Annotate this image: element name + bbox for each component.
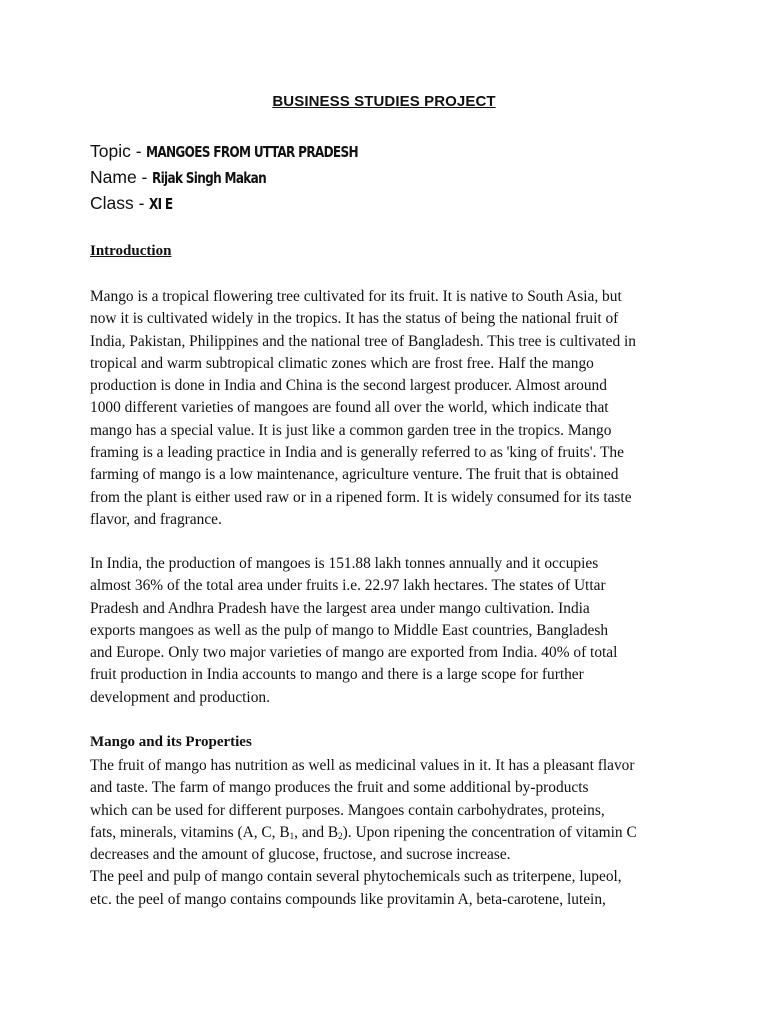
intro-paragraph-2 bbox=[90, 553, 680, 709]
paragraph-line: Pradesh and Andhra Pradesh have the largest area under mango cultivation. India bbox=[90, 599, 590, 617]
paragraph-line: exports mangoes as well as the pulp of mango to Middle East countries, Bangladesh bbox=[90, 621, 609, 639]
paragraph-line: framing is a leading practice in India and is generally referred to as 'king of fruits'. The bbox=[90, 444, 624, 462]
class-line bbox=[90, 193, 179, 214]
introduction-heading: Introduction bbox=[90, 243, 172, 259]
text-fragment: ). Upon ripening the concentration of vitamin C bbox=[342, 823, 637, 841]
paragraph-line: In India, the production of mangoes is 151.88 lakh tonnes annually and it occupies bbox=[90, 555, 599, 572]
text-fragment: fats, minerals, vitamins (A, C, B bbox=[90, 823, 290, 841]
paragraph-line: fruit production in India accounts to mango and there is a large scope for further bbox=[90, 666, 584, 684]
name-value: Rijak Singh Makan bbox=[152, 169, 267, 187]
properties-paragraph bbox=[90, 755, 680, 911]
name-line bbox=[90, 167, 298, 188]
paragraph-line: almost 36% of the total area under fruits i.e. 22.97 lakh hectares. The states of Uttar bbox=[90, 577, 606, 595]
paragraph-line: farming of mango is a low maintenance, agriculture venture. The fruit that is obtained bbox=[90, 466, 619, 484]
paragraph-line: 1000 different varieties of mangoes are found all over the world, which indicate that bbox=[90, 399, 609, 417]
paragraph-line: The peel and pulp of mango contain several phytochemicals such as triterpene, lupeol, bbox=[90, 868, 622, 886]
class-value: XI E bbox=[149, 195, 173, 213]
paragraph-line: The fruit of mango has nutrition as well as medicinal values in it. It has a pleasant flavor bbox=[90, 757, 635, 774]
paragraph-line: development and production. bbox=[90, 688, 270, 706]
class-label: Class - bbox=[90, 193, 150, 213]
paragraph-line: mango has a special value. It is just like a common garden tree in the tropics. Mango bbox=[90, 421, 612, 439]
paragraph-line: Mango is a tropical flowering tree cultivated for its fruit. It is native to South Asia, but bbox=[90, 288, 622, 305]
paragraph-line: and Europe. Only two major varieties of mango are exported from India. 40% of total bbox=[90, 644, 618, 662]
paragraph-line: which can be used for different purposes. Mangoes contain carbohydrates, proteins, bbox=[90, 801, 605, 819]
topic-label: Topic - bbox=[90, 141, 147, 161]
paragraph-line: from the plant is either used raw or in a ripened form. It is widely consumed for its taste bbox=[90, 488, 632, 506]
paragraph-line: decreases and the amount of glucose, fructose, and sucrose increase. bbox=[90, 846, 511, 864]
topic-line bbox=[90, 141, 418, 162]
topic-value: MANGOES FROM UTTAR PRADESH bbox=[146, 143, 359, 161]
properties-heading: Mango and its Properties bbox=[90, 734, 252, 750]
paragraph-line: etc. the peel of mango contains compounds like provitamin A, beta-carotene, lutein, bbox=[90, 890, 606, 908]
text-fragment: , and B bbox=[294, 823, 339, 841]
intro-paragraph-1 bbox=[90, 286, 680, 531]
subscript: 1 bbox=[289, 830, 295, 841]
paragraph-line: production is done in India and China is the second largest producer. Almost around bbox=[90, 377, 607, 395]
subscript: 2 bbox=[338, 830, 343, 841]
paragraph-line: now it is cultivated widely in the tropics. It has the status of being the national fruit of bbox=[90, 310, 619, 328]
document-title: BUSINESS STUDIES PROJECT bbox=[272, 93, 496, 110]
name-label: Name - bbox=[90, 167, 153, 187]
paragraph-line: and taste. The farm of mango produces the fruit and some additional by-products bbox=[90, 779, 589, 797]
paragraph-line: India, Pakistan, Philippines and the national tree of Bangladesh. This tree is cultivated in bbox=[90, 332, 636, 350]
paragraph-line: tropical and warm subtropical climatic zones which are frost free. Half the mango bbox=[90, 354, 594, 372]
paragraph-line: flavor, and fragrance. bbox=[90, 510, 222, 528]
vitamin-line bbox=[90, 822, 680, 844]
